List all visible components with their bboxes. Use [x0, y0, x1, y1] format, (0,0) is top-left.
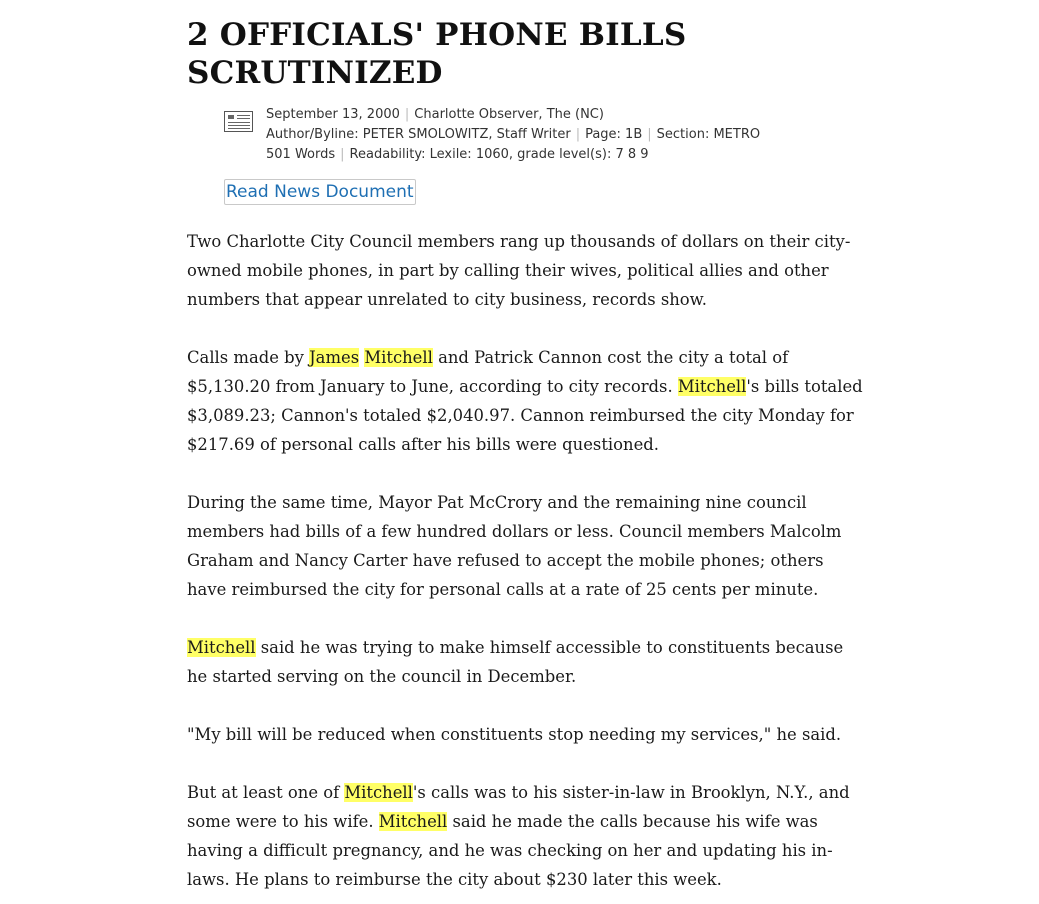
meta-line-1 — [266, 105, 867, 125]
text-run: 's calls was to his sister-in-law in Brooklyn, N.Y., and some were to his wife. — [187, 783, 850, 831]
text-run: But at least one of — [187, 783, 345, 802]
search-highlight: James — [309, 348, 360, 367]
separator: | — [575, 127, 581, 142]
article-readability: Readability: Lexile: 1060, grade level(s): 7 8 9 — [349, 147, 649, 162]
read-news-document-link[interactable]: Read News Document — [224, 179, 416, 205]
paragraph-4 — [187, 633, 867, 691]
newspaper-icon — [224, 111, 253, 132]
search-highlight: Mitchell — [378, 812, 448, 831]
text-run: said he was trying to make himself accessible to constituents because he started serving on the council in December. — [187, 638, 844, 686]
separator: | — [404, 107, 410, 122]
separator: | — [340, 147, 345, 162]
article-body — [187, 227, 867, 894]
article-source: Charlotte Observer, The (NC) — [414, 107, 604, 122]
text-run: and Patrick Cannon cost the city a total of $5,130.20 from January to June, according to city records. — [187, 348, 789, 396]
paragraph-5: "My bill will be reduced when constituents stop needing my services," he said. — [187, 725, 842, 744]
text-run: Calls made by — [187, 348, 310, 367]
text-run: said he made the calls because his wife was having a difficult pregnancy, and he was checking on her and updating his in-laws. He plans to reimburse the city about $230 later this week. — [187, 812, 833, 889]
search-highlight: Mitchell — [364, 348, 433, 367]
search-highlight: Mitchell — [187, 638, 256, 657]
article-headline: 2 OFFICIALS' PHONE BILLS SCRUTINIZED — [187, 17, 687, 91]
meta-line-2 — [266, 125, 867, 145]
search-highlight: Mitchell — [677, 377, 747, 396]
search-highlight: Mitchell — [344, 783, 413, 802]
separator: | — [647, 127, 652, 142]
paragraph-6 — [187, 778, 867, 894]
article-byline: Author/Byline: PETER SMOLOWITZ, Staff Writer — [266, 127, 571, 142]
article-page: Page: 1B — [585, 127, 643, 142]
article-section: Section: METRO — [656, 127, 761, 142]
paragraph-2 — [187, 343, 867, 459]
article-container — [187, 16, 867, 904]
article-metadata — [224, 105, 867, 165]
paragraph-1: Two Charlotte City Council members rang up thousands of dollars on their city-owned mobile phones, in part by calling their wives, political allies and other numbers that appear unrelated to city business, records show. — [187, 232, 851, 309]
text-run: 's bills totaled $3,089.23; Cannon's totaled $2,040.97. Cannon reimbursed the city Monday for $217.69 of personal calls after his bills were questioned. — [187, 377, 863, 454]
article-word-count: 501 Words — [266, 147, 336, 162]
article-date: September 13, 2000 — [266, 107, 400, 122]
meta-line-3 — [266, 145, 867, 165]
paragraph-3: During the same time, Mayor Pat McCrory and the remaining nine council members had bills of a few hundred dollars or less. Council members Malcolm Graham and Nancy Carter have refused to accept the mobile phones; others have reimbursed the city for personal calls at a rate of 25 cents per minute. — [187, 493, 842, 599]
